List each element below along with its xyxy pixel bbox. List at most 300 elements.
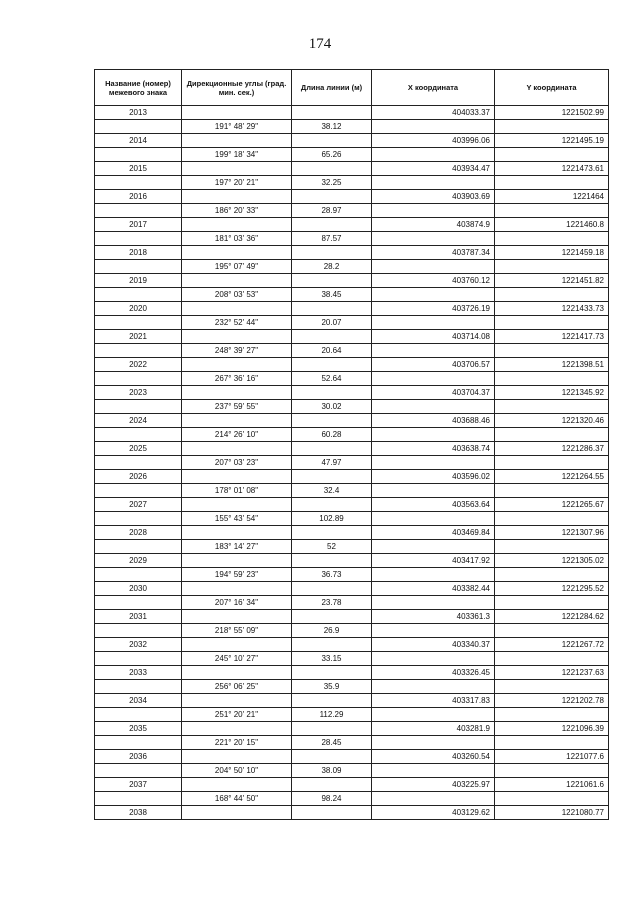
empty-cell bbox=[292, 610, 372, 624]
direction-angle: 197° 20' 21" bbox=[182, 176, 292, 190]
x-coordinate: 403688.46 bbox=[372, 414, 495, 428]
line-length: 20.07 bbox=[292, 316, 372, 330]
table-header bbox=[95, 70, 609, 106]
x-coordinate: 403704.37 bbox=[372, 386, 495, 400]
empty-cell bbox=[95, 540, 182, 554]
point-name: 2024 bbox=[95, 414, 182, 428]
y-coordinate: 1221495.19 bbox=[495, 134, 609, 148]
table-row-point bbox=[95, 498, 609, 512]
line-length: 30.02 bbox=[292, 400, 372, 414]
x-coordinate: 403596.02 bbox=[372, 470, 495, 484]
direction-angle: 207° 03' 23" bbox=[182, 456, 292, 470]
empty-cell bbox=[95, 260, 182, 274]
table-row-segment bbox=[95, 764, 609, 778]
empty-cell bbox=[372, 176, 495, 190]
line-length: 87.57 bbox=[292, 232, 372, 246]
line-length: 47.97 bbox=[292, 456, 372, 470]
empty-cell bbox=[372, 652, 495, 666]
empty-cell bbox=[495, 708, 609, 722]
table-row-point bbox=[95, 554, 609, 568]
direction-angle: 178° 01' 08" bbox=[182, 484, 292, 498]
empty-cell bbox=[495, 148, 609, 162]
empty-cell bbox=[95, 120, 182, 134]
direction-angle: 191° 48' 29" bbox=[182, 120, 292, 134]
y-coordinate: 1221265.67 bbox=[495, 498, 609, 512]
empty-cell bbox=[292, 470, 372, 484]
empty-cell bbox=[292, 162, 372, 176]
empty-cell bbox=[292, 330, 372, 344]
empty-cell bbox=[95, 708, 182, 722]
table-row-segment bbox=[95, 652, 609, 666]
empty-cell bbox=[495, 652, 609, 666]
x-coordinate: 403760.12 bbox=[372, 274, 495, 288]
empty-cell bbox=[372, 232, 495, 246]
line-length: 23.78 bbox=[292, 596, 372, 610]
table-row-segment bbox=[95, 204, 609, 218]
point-name: 2015 bbox=[95, 162, 182, 176]
x-coordinate: 403317.83 bbox=[372, 694, 495, 708]
empty-cell bbox=[292, 806, 372, 820]
point-name: 2014 bbox=[95, 134, 182, 148]
table-row-point bbox=[95, 134, 609, 148]
empty-cell bbox=[182, 610, 292, 624]
empty-cell bbox=[495, 568, 609, 582]
table-row-point bbox=[95, 190, 609, 204]
line-length: 32.25 bbox=[292, 176, 372, 190]
direction-angle: 232° 52' 44" bbox=[182, 316, 292, 330]
empty-cell bbox=[182, 386, 292, 400]
table-body bbox=[95, 106, 609, 820]
y-coordinate: 1221264.55 bbox=[495, 470, 609, 484]
empty-cell bbox=[95, 400, 182, 414]
x-coordinate: 403417.92 bbox=[372, 554, 495, 568]
y-coordinate: 1221080.77 bbox=[495, 806, 609, 820]
table-row-segment bbox=[95, 456, 609, 470]
table-row-point bbox=[95, 750, 609, 764]
empty-cell bbox=[292, 638, 372, 652]
line-length: 52.64 bbox=[292, 372, 372, 386]
table-row-point bbox=[95, 246, 609, 260]
table-row-segment bbox=[95, 232, 609, 246]
table-row-point bbox=[95, 694, 609, 708]
empty-cell bbox=[292, 694, 372, 708]
empty-cell bbox=[95, 372, 182, 386]
empty-cell bbox=[372, 372, 495, 386]
empty-cell bbox=[495, 456, 609, 470]
line-length: 32.4 bbox=[292, 484, 372, 498]
table-row-segment bbox=[95, 176, 609, 190]
y-coordinate: 1221460.8 bbox=[495, 218, 609, 232]
table-row-point bbox=[95, 806, 609, 820]
empty-cell bbox=[495, 288, 609, 302]
point-name: 2020 bbox=[95, 302, 182, 316]
y-coordinate: 1221237.63 bbox=[495, 666, 609, 680]
direction-angle: 248° 39' 27" bbox=[182, 344, 292, 358]
empty-cell bbox=[495, 344, 609, 358]
point-name: 2017 bbox=[95, 218, 182, 232]
x-coordinate: 404033.37 bbox=[372, 106, 495, 120]
line-length: 102.89 bbox=[292, 512, 372, 526]
table-row-segment bbox=[95, 428, 609, 442]
empty-cell bbox=[372, 204, 495, 218]
point-name: 2036 bbox=[95, 750, 182, 764]
direction-angle: 214° 26' 10" bbox=[182, 428, 292, 442]
empty-cell bbox=[95, 484, 182, 498]
line-length: 28.45 bbox=[292, 736, 372, 750]
direction-angle: 168° 44' 50" bbox=[182, 792, 292, 806]
empty-cell bbox=[182, 694, 292, 708]
table-row-segment bbox=[95, 596, 609, 610]
line-length: 33.15 bbox=[292, 652, 372, 666]
line-length: 28.2 bbox=[292, 260, 372, 274]
empty-cell bbox=[495, 624, 609, 638]
y-coordinate: 1221320.46 bbox=[495, 414, 609, 428]
line-length: 38.45 bbox=[292, 288, 372, 302]
direction-angle: 195° 07' 49" bbox=[182, 260, 292, 274]
empty-cell bbox=[495, 540, 609, 554]
table-row-point bbox=[95, 722, 609, 736]
table-row-point bbox=[95, 358, 609, 372]
x-coordinate: 403340.37 bbox=[372, 638, 495, 652]
empty-cell bbox=[495, 512, 609, 526]
direction-angle: 256° 06' 25" bbox=[182, 680, 292, 694]
table-row-point bbox=[95, 666, 609, 680]
empty-cell bbox=[372, 680, 495, 694]
empty-cell bbox=[372, 708, 495, 722]
x-coordinate: 403260.54 bbox=[372, 750, 495, 764]
line-length: 52 bbox=[292, 540, 372, 554]
empty-cell bbox=[495, 316, 609, 330]
empty-cell bbox=[372, 568, 495, 582]
x-coordinate: 403382.44 bbox=[372, 582, 495, 596]
table-row-segment bbox=[95, 568, 609, 582]
table-row-point bbox=[95, 330, 609, 344]
table-row-segment bbox=[95, 344, 609, 358]
line-length: 36.73 bbox=[292, 568, 372, 582]
empty-cell bbox=[182, 666, 292, 680]
empty-cell bbox=[182, 554, 292, 568]
direction-angle: 207° 16' 34" bbox=[182, 596, 292, 610]
table-header-row bbox=[95, 70, 609, 106]
point-name: 2016 bbox=[95, 190, 182, 204]
direction-angle: 208° 03' 53" bbox=[182, 288, 292, 302]
empty-cell bbox=[182, 470, 292, 484]
empty-cell bbox=[495, 680, 609, 694]
empty-cell bbox=[292, 414, 372, 428]
direction-angle: 251° 20' 21" bbox=[182, 708, 292, 722]
y-coordinate: 1221451.82 bbox=[495, 274, 609, 288]
y-coordinate: 1221295.52 bbox=[495, 582, 609, 596]
x-coordinate: 403874.9 bbox=[372, 218, 495, 232]
x-coordinate: 403714.08 bbox=[372, 330, 495, 344]
empty-cell bbox=[182, 190, 292, 204]
direction-angle: 204° 50' 10" bbox=[182, 764, 292, 778]
empty-cell bbox=[95, 344, 182, 358]
empty-cell bbox=[372, 736, 495, 750]
empty-cell bbox=[495, 120, 609, 134]
empty-cell bbox=[292, 498, 372, 512]
empty-cell bbox=[292, 722, 372, 736]
x-coordinate: 403726.19 bbox=[372, 302, 495, 316]
direction-angle: 245° 10' 27" bbox=[182, 652, 292, 666]
empty-cell bbox=[95, 288, 182, 302]
direction-angle: 237° 59' 55" bbox=[182, 400, 292, 414]
empty-cell bbox=[495, 764, 609, 778]
y-coordinate: 1221307.96 bbox=[495, 526, 609, 540]
empty-cell bbox=[372, 596, 495, 610]
empty-cell bbox=[95, 792, 182, 806]
empty-cell bbox=[182, 526, 292, 540]
table-row-segment bbox=[95, 372, 609, 386]
empty-cell bbox=[182, 498, 292, 512]
empty-cell bbox=[182, 806, 292, 820]
header-x-coordinate: X координата bbox=[372, 70, 495, 106]
table-row-point bbox=[95, 106, 609, 120]
empty-cell bbox=[182, 750, 292, 764]
empty-cell bbox=[372, 540, 495, 554]
x-coordinate: 403787.34 bbox=[372, 246, 495, 260]
empty-cell bbox=[495, 596, 609, 610]
point-name: 2025 bbox=[95, 442, 182, 456]
table-row-segment bbox=[95, 260, 609, 274]
direction-angle: 183° 14' 27" bbox=[182, 540, 292, 554]
empty-cell bbox=[372, 316, 495, 330]
empty-cell bbox=[372, 288, 495, 302]
table-row-segment bbox=[95, 708, 609, 722]
empty-cell bbox=[95, 680, 182, 694]
table-row-segment bbox=[95, 316, 609, 330]
point-name: 2018 bbox=[95, 246, 182, 260]
line-length: 38.12 bbox=[292, 120, 372, 134]
table-row-point bbox=[95, 582, 609, 596]
empty-cell bbox=[95, 652, 182, 666]
empty-cell bbox=[495, 176, 609, 190]
point-name: 2031 bbox=[95, 610, 182, 624]
empty-cell bbox=[292, 274, 372, 288]
y-coordinate: 1221398.51 bbox=[495, 358, 609, 372]
y-coordinate: 1221473.61 bbox=[495, 162, 609, 176]
empty-cell bbox=[495, 372, 609, 386]
empty-cell bbox=[292, 666, 372, 680]
empty-cell bbox=[372, 148, 495, 162]
table-row-point bbox=[95, 778, 609, 792]
line-length: 20.64 bbox=[292, 344, 372, 358]
empty-cell bbox=[372, 428, 495, 442]
empty-cell bbox=[95, 736, 182, 750]
empty-cell bbox=[292, 526, 372, 540]
table-row-segment bbox=[95, 792, 609, 806]
direction-angle: 194° 59' 23" bbox=[182, 568, 292, 582]
empty-cell bbox=[292, 302, 372, 316]
y-coordinate: 1221459.18 bbox=[495, 246, 609, 260]
table-row-point bbox=[95, 638, 609, 652]
empty-cell bbox=[372, 764, 495, 778]
line-length: 35.9 bbox=[292, 680, 372, 694]
empty-cell bbox=[95, 148, 182, 162]
point-name: 2038 bbox=[95, 806, 182, 820]
table-row-point bbox=[95, 274, 609, 288]
x-coordinate: 403361.3 bbox=[372, 610, 495, 624]
empty-cell bbox=[182, 414, 292, 428]
direction-angle: 181° 03' 36" bbox=[182, 232, 292, 246]
empty-cell bbox=[495, 400, 609, 414]
table-row-point bbox=[95, 610, 609, 624]
empty-cell bbox=[495, 484, 609, 498]
x-coordinate: 403326.45 bbox=[372, 666, 495, 680]
direction-angle: 218° 55' 09" bbox=[182, 624, 292, 638]
empty-cell bbox=[182, 106, 292, 120]
line-length: 38.09 bbox=[292, 764, 372, 778]
x-coordinate: 403469.84 bbox=[372, 526, 495, 540]
page-number: 174 bbox=[308, 36, 332, 52]
line-length: 60.28 bbox=[292, 428, 372, 442]
empty-cell bbox=[292, 386, 372, 400]
header-line-length: Длина линии (м) bbox=[292, 70, 372, 106]
point-name: 2027 bbox=[95, 498, 182, 512]
header-point-name: Название (номер) межевого знака bbox=[95, 70, 182, 106]
point-name: 2029 bbox=[95, 554, 182, 568]
y-coordinate: 1221345.92 bbox=[495, 386, 609, 400]
empty-cell bbox=[372, 400, 495, 414]
direction-angle: 199° 18' 34" bbox=[182, 148, 292, 162]
empty-cell bbox=[372, 456, 495, 470]
table-row-point bbox=[95, 302, 609, 316]
table-row-segment bbox=[95, 400, 609, 414]
point-name: 2033 bbox=[95, 666, 182, 680]
point-name: 2037 bbox=[95, 778, 182, 792]
x-coordinate: 403638.74 bbox=[372, 442, 495, 456]
y-coordinate: 1221286.37 bbox=[495, 442, 609, 456]
direction-angle: 186° 20' 33" bbox=[182, 204, 292, 218]
empty-cell bbox=[95, 568, 182, 582]
empty-cell bbox=[292, 582, 372, 596]
empty-cell bbox=[292, 554, 372, 568]
point-name: 2021 bbox=[95, 330, 182, 344]
table-row-point bbox=[95, 414, 609, 428]
empty-cell bbox=[292, 190, 372, 204]
table-row-point bbox=[95, 526, 609, 540]
point-name: 2019 bbox=[95, 274, 182, 288]
x-coordinate: 403706.57 bbox=[372, 358, 495, 372]
empty-cell bbox=[95, 232, 182, 246]
y-coordinate: 1221096.39 bbox=[495, 722, 609, 736]
point-name: 2022 bbox=[95, 358, 182, 372]
line-length: 65.26 bbox=[292, 148, 372, 162]
boundary-coordinates-table bbox=[94, 69, 609, 820]
empty-cell bbox=[182, 274, 292, 288]
x-coordinate: 403996.06 bbox=[372, 134, 495, 148]
empty-cell bbox=[182, 638, 292, 652]
table-row-segment bbox=[95, 288, 609, 302]
empty-cell bbox=[292, 358, 372, 372]
table-row-point bbox=[95, 386, 609, 400]
empty-cell bbox=[95, 764, 182, 778]
empty-cell bbox=[372, 792, 495, 806]
point-name: 2035 bbox=[95, 722, 182, 736]
empty-cell bbox=[182, 442, 292, 456]
point-name: 2023 bbox=[95, 386, 182, 400]
empty-cell bbox=[182, 778, 292, 792]
empty-cell bbox=[182, 246, 292, 260]
empty-cell bbox=[292, 778, 372, 792]
empty-cell bbox=[95, 204, 182, 218]
empty-cell bbox=[95, 316, 182, 330]
empty-cell bbox=[182, 302, 292, 316]
empty-cell bbox=[95, 596, 182, 610]
point-name: 2028 bbox=[95, 526, 182, 540]
empty-cell bbox=[292, 106, 372, 120]
point-name: 2013 bbox=[95, 106, 182, 120]
direction-angle: 267° 36' 16" bbox=[182, 372, 292, 386]
empty-cell bbox=[95, 512, 182, 526]
empty-cell bbox=[95, 456, 182, 470]
empty-cell bbox=[95, 428, 182, 442]
header-direction-angle: Дирекционные углы (град. мин. сек.) bbox=[182, 70, 292, 106]
empty-cell bbox=[495, 736, 609, 750]
table-row-segment bbox=[95, 540, 609, 554]
empty-cell bbox=[495, 428, 609, 442]
empty-cell bbox=[495, 260, 609, 274]
empty-cell bbox=[292, 442, 372, 456]
x-coordinate: 403563.64 bbox=[372, 498, 495, 512]
line-length: 28.97 bbox=[292, 204, 372, 218]
y-coordinate: 1221061.6 bbox=[495, 778, 609, 792]
table-row-segment bbox=[95, 512, 609, 526]
empty-cell bbox=[495, 204, 609, 218]
empty-cell bbox=[372, 512, 495, 526]
empty-cell bbox=[292, 750, 372, 764]
empty-cell bbox=[372, 484, 495, 498]
empty-cell bbox=[292, 246, 372, 260]
table-row-segment bbox=[95, 148, 609, 162]
x-coordinate: 403281.9 bbox=[372, 722, 495, 736]
y-coordinate: 1221077.6 bbox=[495, 750, 609, 764]
line-length: 26.9 bbox=[292, 624, 372, 638]
point-name: 2030 bbox=[95, 582, 182, 596]
y-coordinate: 1221202.78 bbox=[495, 694, 609, 708]
table-row-point bbox=[95, 442, 609, 456]
table-row-segment bbox=[95, 680, 609, 694]
empty-cell bbox=[372, 344, 495, 358]
empty-cell bbox=[372, 624, 495, 638]
empty-cell bbox=[182, 330, 292, 344]
y-coordinate: 1221464 bbox=[495, 190, 609, 204]
empty-cell bbox=[495, 232, 609, 246]
y-coordinate: 1221305.02 bbox=[495, 554, 609, 568]
table-row-segment bbox=[95, 736, 609, 750]
table-row-point bbox=[95, 162, 609, 176]
empty-cell bbox=[292, 134, 372, 148]
direction-angle: 155° 43' 54" bbox=[182, 512, 292, 526]
table-row-segment bbox=[95, 120, 609, 134]
y-coordinate: 1221267.72 bbox=[495, 638, 609, 652]
table-row-point bbox=[95, 470, 609, 484]
point-name: 2034 bbox=[95, 694, 182, 708]
x-coordinate: 403225.97 bbox=[372, 778, 495, 792]
empty-cell bbox=[182, 134, 292, 148]
table-row-point bbox=[95, 218, 609, 232]
empty-cell bbox=[95, 176, 182, 190]
header-y-coordinate: Y координата bbox=[495, 70, 609, 106]
empty-cell bbox=[182, 162, 292, 176]
y-coordinate: 1221284.62 bbox=[495, 610, 609, 624]
x-coordinate: 403129.62 bbox=[372, 806, 495, 820]
empty-cell bbox=[182, 722, 292, 736]
empty-cell bbox=[495, 792, 609, 806]
point-name: 2032 bbox=[95, 638, 182, 652]
y-coordinate: 1221417.73 bbox=[495, 330, 609, 344]
point-name: 2026 bbox=[95, 470, 182, 484]
